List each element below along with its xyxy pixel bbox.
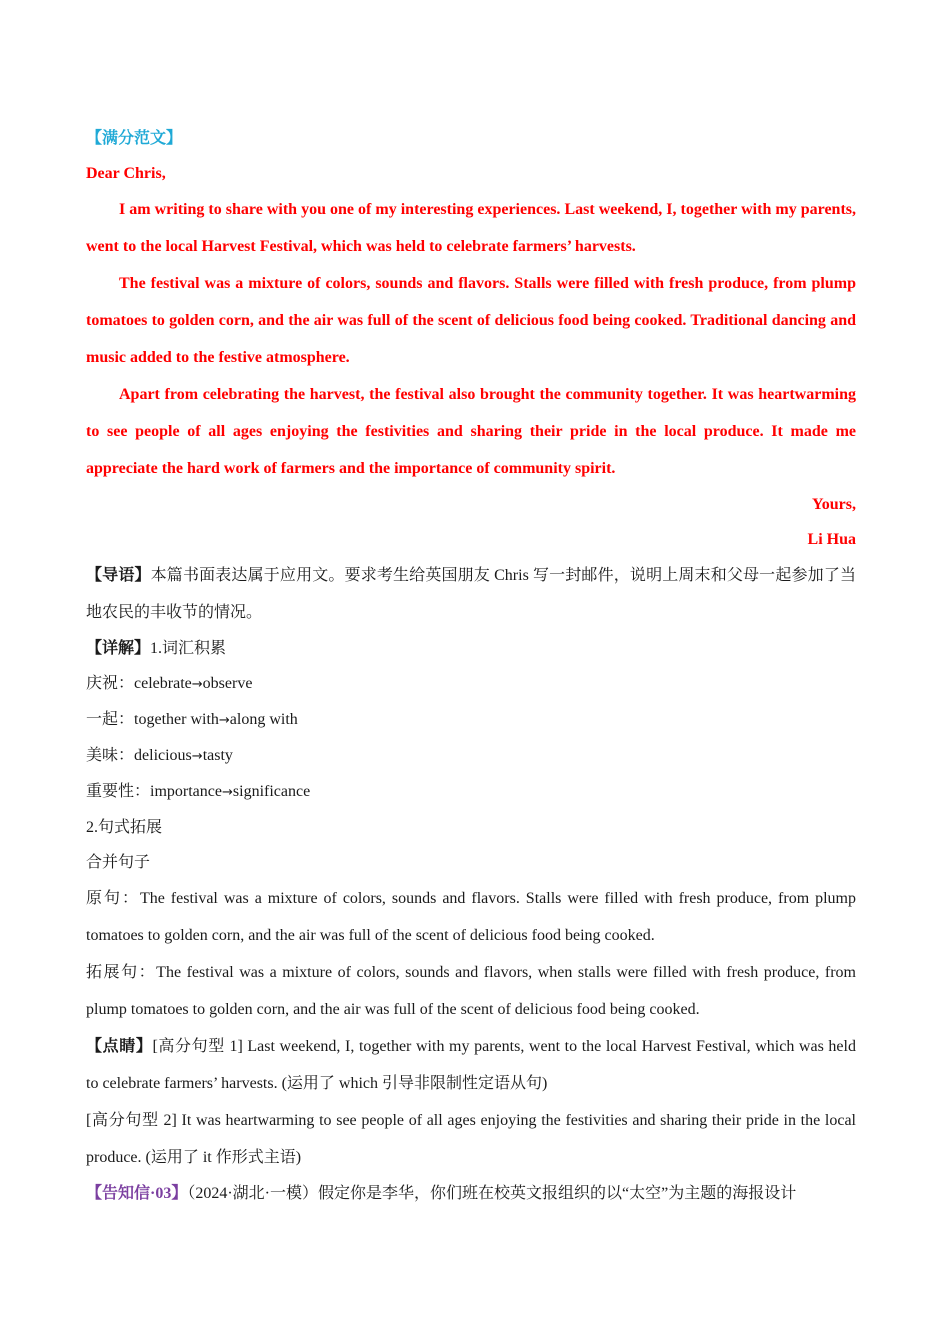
next-task-text: （2024·湖北·一模）假定你是李华，你们班在校英文报组织的以“太空”为主题的海报设计 xyxy=(187,1185,797,1202)
vocab-from: importance xyxy=(150,783,222,800)
vocab-to: tasty xyxy=(202,747,233,764)
vocab-item xyxy=(86,702,856,738)
expanded-sentence xyxy=(86,954,856,1028)
right-arrow-icon: → xyxy=(221,785,233,800)
vocab-item xyxy=(86,738,856,774)
vocab-item xyxy=(86,666,856,702)
vocab-to: along with xyxy=(229,711,298,728)
essay-paragraph-3: Apart from celebrating the harvest, the festival also brought the community together. It was heartwarming to see people of all ages enjoying the festivities and sharing their pride in the local produce. It made me appreciate the hard work of farmers and the importance of community spirit. xyxy=(86,386,856,477)
merge-sentences-title: 合并句子 xyxy=(86,854,151,871)
vocab-from: together with xyxy=(134,711,219,728)
vocab-item xyxy=(86,774,856,810)
essay-paragraph-1: I am writing to share with you one of my interesting experiences. Last weekend, I, together with my parents, went to the local Harvest Festival, which was held to celebrate farmers’ harvests. xyxy=(86,201,856,255)
essay-paragraph-2: The festival was a mixture of colors, sounds and flavors. Stalls were filled with fresh produce, from plump tomatoes to golden corn, and the air was full of the scent of delicious food being cooked. Traditional dancing and music added to the festive atmosphere. xyxy=(86,275,856,366)
highlight-item-2: [高分句型 2] It was heartwarming to see people of all ages enjoying the festivities and sharing their pride in the local produce. (运用了 it 作形式主语) xyxy=(86,1112,856,1166)
expanded-label: 拓展句： xyxy=(86,964,157,981)
vocab-to: significance xyxy=(232,783,311,800)
vocab-cn: 一起： xyxy=(86,711,135,728)
highlight-item-1 xyxy=(86,1028,856,1102)
expanded-text: The festival was a mixture of colors, sounds and flavors, when stalls were filled with fresh produce, from plump tomatoes to golden corn, and the air was full of the scent of delicious food being cooked. xyxy=(86,964,856,1018)
letter-closing: Yours, xyxy=(811,496,856,513)
vocab-to: observe xyxy=(202,675,253,692)
guide-section xyxy=(86,557,856,631)
details-label: 【详解】 xyxy=(86,640,151,657)
original-label: 原句： xyxy=(86,890,140,907)
vocab-cn: 美味： xyxy=(86,747,135,764)
vocab-section-title: 1.词汇积累 xyxy=(150,640,227,657)
letter-signature: Li Hua xyxy=(807,531,856,548)
details-heading xyxy=(86,631,856,666)
original-text: The festival was a mixture of colors, sounds and flavors. Stalls were filled with fresh produce, from plump tomatoes to golden corn, and the air was full of the scent of delicious food being cooked. xyxy=(86,890,856,944)
vocab-cn: 重要性： xyxy=(86,783,151,800)
highlights-label: 【点睛】 xyxy=(86,1038,153,1055)
sentence-section-title: 2.句式拓展 xyxy=(86,819,163,836)
next-task-label: 【告知信·03】 xyxy=(86,1185,188,1202)
right-arrow-icon: → xyxy=(218,713,230,728)
original-sentence xyxy=(86,880,856,954)
vocab-cn: 庆祝： xyxy=(86,675,135,692)
guide-label: 【导语】 xyxy=(86,567,151,584)
right-arrow-icon: → xyxy=(191,677,203,692)
highlight-text-1: [高分句型 1] Last weekend, I, together with my parents, went to the local Harvest Festival, which was held to celebrate farmers’ harvests. (运用了 which 引导非限制性定语从句) xyxy=(86,1038,856,1092)
vocab-from: delicious xyxy=(134,747,192,764)
next-task-intro xyxy=(86,1176,856,1211)
right-arrow-icon: → xyxy=(191,749,203,764)
model-essay-heading: 【满分范文】 xyxy=(86,130,183,147)
guide-text: 本篇书面表达属于应用文。要求考生给英国朋友 Chris 写一封邮件，说明上周末和父母一起参加了当地农民的丰收节的情况。 xyxy=(86,567,856,621)
vocab-from: celebrate xyxy=(134,675,192,692)
page-content xyxy=(86,121,856,1211)
letter-salutation: Dear Chris, xyxy=(86,165,166,182)
